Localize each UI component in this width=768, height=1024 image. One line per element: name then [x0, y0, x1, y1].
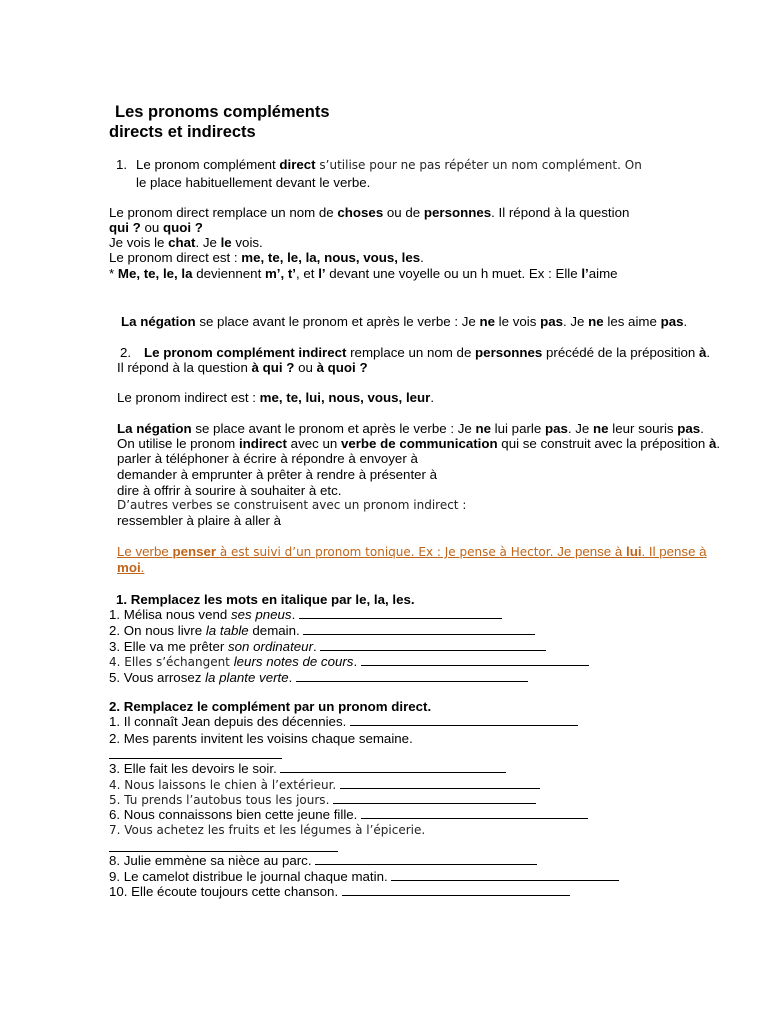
answer-blank[interactable]	[350, 714, 578, 726]
exercise-2-item: 10. Elle écoute toujours cette chanson.	[109, 884, 570, 900]
verbs-list-1: parler à téléphoner à écrire à répondre à envoyer à	[117, 451, 418, 466]
exercise-2-item: 3. Elle fait les devoirs le soir.	[109, 761, 506, 777]
negation-indirect: La négation se place avant le pronom et après le verbe : Je ne lui parle pas. Je ne leur souris pas.	[117, 421, 704, 436]
answer-blank[interactable]	[391, 869, 619, 881]
exercise-2-item: 7. Vous achetez les fruits et les légumes à l’épicerie.	[109, 823, 426, 837]
section-2-number: 2.	[120, 345, 132, 360]
exercise-1-title: 1. Remplacez les mots en italique par le, la, les.	[116, 592, 415, 607]
page-title-line-2: directs et indirects	[109, 123, 256, 141]
exercise-2-item: 6. Nous connaissons bien cette jeune fille.	[109, 807, 588, 823]
page-title-line-1: Les pronoms compléments	[115, 103, 330, 121]
exercise-2-title: 2. Remplacez le complément par un pronom direct.	[109, 699, 432, 714]
exercise-2-item: 4. Nous laissons le chien à l’extérieur.	[109, 777, 540, 794]
answer-blank[interactable]	[299, 607, 502, 619]
section-1-number: 1.	[116, 157, 128, 172]
exercise-2-item: 9. Le camelot distribue le journal chaque matin.	[109, 869, 619, 885]
verbs-list-2: demander à emprunter à prêter à rendre à présenter à	[117, 467, 438, 482]
exercise-1-item: 3. Elle va me prêter son ordinateur.	[109, 639, 546, 655]
answer-blank[interactable]	[109, 840, 338, 852]
answer-blank[interactable]	[342, 884, 570, 896]
answer-blank[interactable]	[109, 747, 282, 759]
answer-blank[interactable]	[361, 654, 589, 666]
answer-blank[interactable]	[315, 853, 537, 865]
section-2-intro: Le pronom complément indirect remplace un nom de personnes précédé de la préposition à.	[144, 345, 711, 360]
direct-line-3: Je vois le chat. Je le vois.	[109, 235, 263, 250]
answer-blank[interactable]	[303, 623, 535, 635]
exercise-1-item: 1. Mélisa nous vend ses pneus.	[109, 607, 502, 623]
penser-note: Le verbe penser à est suivi d’un pronom tonique. Ex : Je pense à Hector. Je pense à lui. Il pense à	[117, 544, 707, 559]
communication-verbs-intro: On utilise le pronom indirect avec un verbe de communication qui se construit avec la préposition à.	[117, 436, 721, 451]
exercise-1-item: 5. Vous arrosez la plante verte.	[109, 670, 528, 686]
verbs-list-3: dire à offrir à sourire à souhaiter à etc.	[117, 483, 342, 498]
verbs-list-4: ressembler à plaire à aller à	[117, 513, 282, 528]
section-2-question: Il répond à la question à qui ? ou à quoi ?	[117, 360, 368, 375]
answer-blank[interactable]	[340, 777, 540, 789]
section-1-intro: Le pronom complément direct s’utilise pour ne pas répéter un nom complément. On	[136, 157, 642, 172]
exercise-1-item: 4. Elles s’échangent leurs notes de cours.	[109, 654, 589, 671]
negation-direct: La négation se place avant le pronom et après le verbe : Je ne le vois pas. Je ne les aime pas.	[121, 314, 688, 329]
exercise-2-item: 1. Il connaît Jean depuis des décennies.	[109, 714, 578, 730]
answer-blank[interactable]	[296, 670, 528, 682]
answer-blank[interactable]	[280, 761, 506, 773]
direct-line-4: Le pronom direct est : me, te, le, la, nous, vous, les.	[109, 250, 424, 265]
answer-blank[interactable]	[320, 639, 546, 651]
section-1-intro-2: le place habituellement devant le verbe.	[136, 175, 371, 190]
exercise-2-item: 2. Mes parents invitent les voisins chaque semaine.	[109, 731, 413, 746]
direct-line-5: * Me, te, le, la deviennent m’, t’, et l’ devant une voyelle ou un h muet. Ex : Elle l’aime	[109, 266, 618, 281]
answer-blank[interactable]	[361, 807, 588, 819]
exercise-2-item: 8. Julie emmène sa nièce au parc.	[109, 853, 537, 869]
direct-line-2: qui ? ou quoi ?	[109, 220, 203, 235]
other-verbs-intro: D’autres verbes se construisent avec un pronom indirect :	[117, 498, 467, 512]
answer-blank[interactable]	[333, 792, 536, 804]
exercise-1-item: 2. On nous livre la table demain.	[109, 623, 535, 639]
penser-note-2: moi.	[117, 560, 145, 575]
indirect-pronouns: Le pronom indirect est : me, te, lui, nous, vous, leur.	[117, 390, 435, 405]
direct-line-1: Le pronom direct remplace un nom de choses ou de personnes. Il répond à la question	[109, 205, 630, 220]
exercise-2-item: 5. Tu prends l’autobus tous les jours.	[109, 792, 536, 809]
